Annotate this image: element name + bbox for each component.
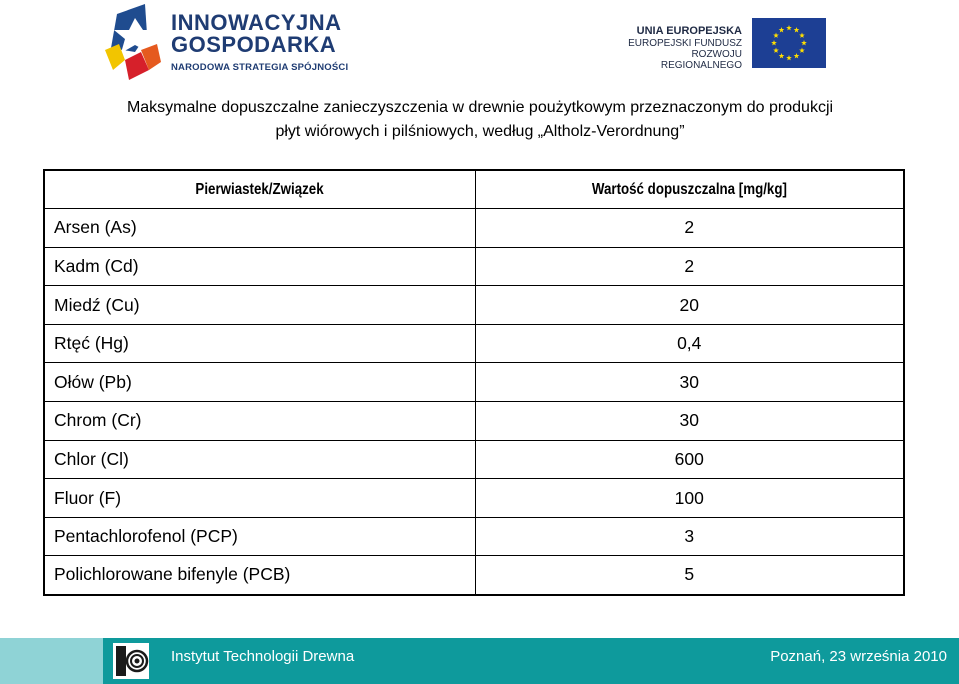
row-element-name: Rtęć (Hg) — [44, 324, 475, 363]
logo-text-strategia: NARODOWA STRATEGIA SPÓJNOŚCI — [171, 62, 349, 73]
footer-date: Poznań, 23 września 2010 — [770, 648, 947, 665]
row-limit-value: 5 — [475, 556, 904, 595]
table-row — [44, 402, 904, 441]
footer-accent-block — [0, 638, 103, 684]
table-row — [44, 363, 904, 402]
row-element-name: Chlor (Cl) — [44, 440, 475, 479]
table-row — [44, 517, 904, 556]
table-row — [44, 247, 904, 286]
eu-logo — [612, 18, 828, 71]
row-element-name: Polichlorowane bifenyle (PCB) — [44, 556, 475, 595]
row-limit-value: 30 — [475, 402, 904, 441]
row-limit-value: 3 — [475, 517, 904, 556]
logo-text-gospodarka: GOSPODARKA — [171, 32, 337, 57]
row-limit-value: 2 — [475, 247, 904, 286]
table-row — [44, 556, 904, 595]
eu-text-rozwoju: ROZWOJU REGIONALNEGO — [660, 49, 742, 71]
row-limit-value: 600 — [475, 440, 904, 479]
innowacyjna-gospodarka-logo — [105, 4, 355, 80]
row-element-name: Miedź (Cu) — [44, 286, 475, 325]
innowacyjna-gospodarka-star-icon — [105, 4, 163, 80]
footer-band — [103, 638, 959, 684]
row-element-name: Chrom (Cr) — [44, 402, 475, 441]
row-limit-value: 0,4 — [475, 324, 904, 363]
limits-table — [43, 169, 905, 596]
logo-text-innowacyjna: INNOWACYJNA — [171, 10, 342, 35]
eu-flag-icon — [752, 18, 826, 68]
eu-text-fundusz: EUROPEJSKI FUNDUSZ — [628, 38, 742, 49]
row-element-name: Ołów (Pb) — [44, 363, 475, 402]
title-line-2: płyt wiórowych i pilśniowych, według „Altholz-Verordnung” — [275, 123, 685, 140]
row-limit-value: 20 — [475, 286, 904, 325]
title-line-1: Maksymalne dopuszczalne zanieczyszczenia w drewnie poużytkowym przeznaczonym do produkcji — [126, 99, 834, 116]
header-value: Wartość dopuszczalna [mg/kg] — [475, 170, 904, 209]
table-row — [44, 479, 904, 518]
table-row — [44, 209, 904, 248]
eu-text-unia: UNIA EUROPEJSKA — [636, 25, 742, 37]
row-limit-value: 30 — [475, 363, 904, 402]
table-row — [44, 286, 904, 325]
row-limit-value: 2 — [475, 209, 904, 248]
page-title — [40, 96, 920, 144]
itd-logo-icon — [113, 643, 149, 679]
header-element: Pierwiastek/Związek — [44, 170, 475, 209]
row-element-name: Pentachlorofenol (PCP) — [44, 517, 475, 556]
row-limit-value: 100 — [475, 479, 904, 518]
table-row — [44, 440, 904, 479]
row-element-name: Kadm (Cd) — [44, 247, 475, 286]
row-element-name: Arsen (As) — [44, 209, 475, 248]
table-row — [44, 324, 904, 363]
row-element-name: Fluor (F) — [44, 479, 475, 518]
footer-institute: Instytut Technologii Drewna — [171, 648, 355, 665]
table-header-row — [44, 170, 904, 209]
